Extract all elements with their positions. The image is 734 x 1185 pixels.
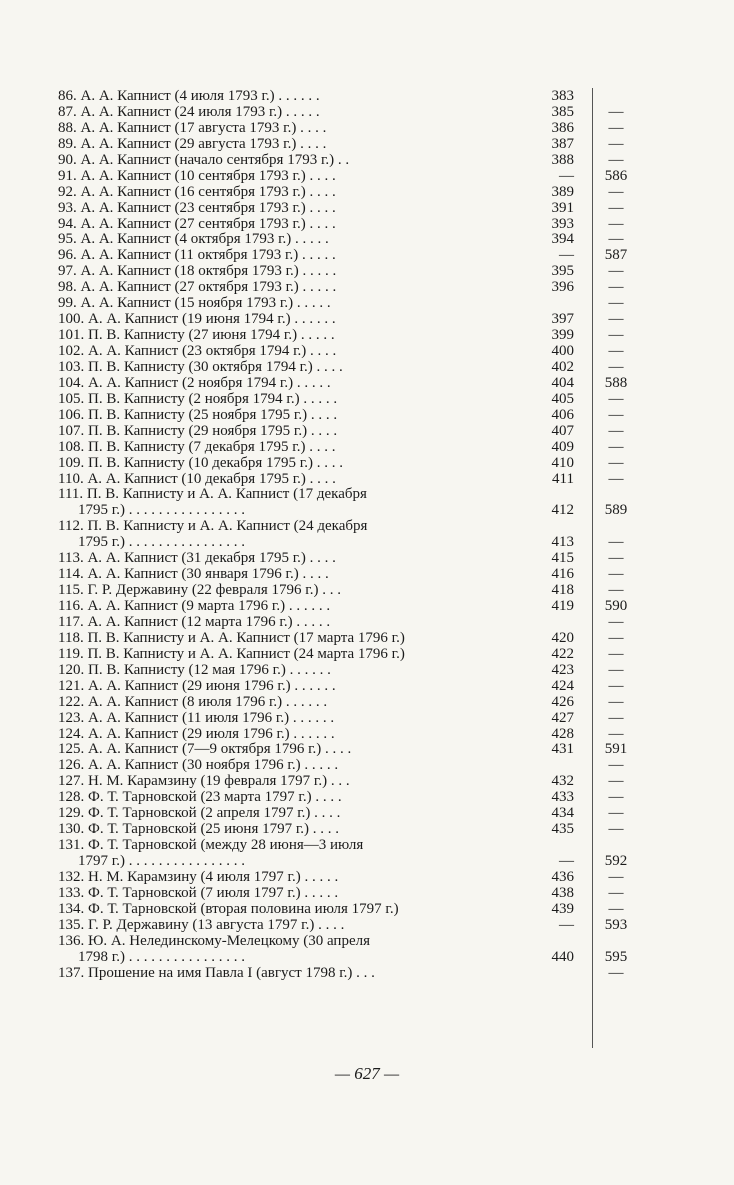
- toc-entry: [58, 104, 628, 120]
- entry-page-notes: —: [608, 470, 624, 487]
- entry-page-main: 399: [551, 327, 574, 344]
- toc-entry: [58, 965, 628, 981]
- toc-entry: [58, 359, 628, 375]
- entry-page-main: 418: [551, 582, 574, 599]
- entry-text: 125. А. А. Капнист (7—9 октября 1796 г.) . . . .: [58, 741, 352, 758]
- entry-text: 118. П. В. Капнисту и А. А. Капнист (17 марта 1796 г.): [58, 629, 405, 646]
- toc-entry: [58, 614, 628, 630]
- entry-page-notes: —: [608, 566, 624, 583]
- entry-page-main: 420: [551, 629, 574, 646]
- entry-page-notes: —: [608, 231, 624, 248]
- entry-page-main: 395: [551, 263, 574, 280]
- entry-page-main: —: [559, 916, 574, 933]
- entry-page-notes: 591: [604, 741, 628, 758]
- entry-page-main: 404: [551, 374, 574, 391]
- toc-entry: [58, 710, 628, 726]
- entry-text: 110. А. А. Капнист (10 декабря 1795 г.) . . . .: [58, 470, 336, 487]
- entry-text: 109. П. В. Капнисту (10 декабря 1795 г.) . . . .: [58, 454, 343, 471]
- entry-text: 136. Ю. А. Нелединскому-Мелецкому (30 апреля: [58, 932, 370, 949]
- toc-entry: [58, 247, 628, 263]
- entry-page-main: —: [559, 247, 574, 264]
- entry-page-notes: —: [608, 789, 624, 806]
- entry-page-main: 413: [551, 534, 574, 551]
- entry-text: 1795 г.) . . . . . . . . . . . . . . . .: [78, 502, 245, 519]
- entry-page-notes: 593: [604, 916, 628, 933]
- entry-text: 100. А. А. Капнист (19 июня 1794 г.) . . . . . .: [58, 311, 336, 328]
- entry-text: 1795 г.) . . . . . . . . . . . . . . . .: [78, 534, 245, 551]
- column-divider: [592, 88, 593, 1048]
- entry-text: 90. А. А. Капнист (начало сентября 1793 г.) . .: [58, 151, 350, 168]
- entry-text: 126. А. А. Капнист (30 ноября 1796 г.) . . . . .: [58, 757, 339, 774]
- toc-entry: [58, 263, 628, 279]
- toc-entry: [58, 917, 628, 933]
- toc-entry: [58, 407, 628, 423]
- toc-entry: [58, 933, 628, 949]
- entry-text: 103. П. В. Капнисту (30 октября 1794 г.) . . . .: [58, 358, 343, 375]
- toc-entry: [58, 168, 628, 184]
- toc-entry: [58, 821, 628, 837]
- entry-page-main: 415: [551, 550, 574, 567]
- toc-entry: [58, 502, 628, 518]
- entry-page-notes: —: [608, 534, 624, 551]
- toc-entry: [58, 231, 628, 247]
- entry-page-notes: —: [608, 454, 624, 471]
- entry-text: 112. П. В. Капнисту и А. А. Капнист (24 декабря: [58, 518, 368, 535]
- entry-page-main: 405: [551, 390, 574, 407]
- entry-page-main: 409: [551, 438, 574, 455]
- entry-text: 135. Г. Р. Державину (13 августа 1797 г.) . . . .: [58, 916, 345, 933]
- entry-page-notes: —: [608, 868, 624, 885]
- toc-entry: [58, 773, 628, 789]
- entry-page-notes: 588: [604, 374, 628, 391]
- entry-page-notes: —: [608, 358, 624, 375]
- entry-text: 101. П. В. Капнисту (27 июня 1794 г.) . . . . .: [58, 327, 335, 344]
- entry-page-main: 436: [551, 868, 574, 885]
- toc-entry: [58, 678, 628, 694]
- entry-page-main: 439: [551, 900, 574, 917]
- entry-page-main: 391: [551, 199, 574, 216]
- entry-text: 102. А. А. Капнист (23 октября 1794 г.) . . . .: [58, 343, 337, 359]
- entry-text: 105. П. В. Капнисту (2 ноября 1794 г.) . . . . .: [58, 390, 338, 407]
- toc-entry: [58, 949, 628, 965]
- toc-entry: [58, 327, 628, 343]
- entry-page-notes: —: [608, 279, 624, 296]
- toc-entry: [58, 598, 628, 614]
- entry-page-main: 387: [551, 135, 574, 152]
- entry-page-notes: 587: [604, 247, 628, 264]
- entry-page-main: 431: [551, 741, 574, 758]
- toc-entry: [58, 455, 628, 471]
- entry-page-notes: —: [608, 263, 624, 280]
- entry-page-notes: 586: [604, 167, 628, 184]
- entry-page-main: 385: [551, 103, 574, 120]
- entry-text: 131. Ф. Т. Тарновской (между 28 июня—3 июля: [58, 837, 364, 854]
- entry-text: 129. Ф. Т. Тарновской (2 апреля 1797 г.) . . . .: [58, 805, 341, 822]
- entry-page-notes: 595: [604, 948, 628, 965]
- toc-entry: [58, 757, 628, 773]
- entry-page-main: 432: [551, 773, 574, 790]
- entry-page-main: 440: [551, 948, 574, 965]
- entry-text: 120. П. В. Капнисту (12 мая 1796 г.) . . . . . .: [58, 661, 331, 678]
- toc-entry: [58, 630, 628, 646]
- entry-text: 130. Ф. Т. Тарновской (25 июня 1797 г.) . . . .: [58, 821, 340, 838]
- toc-entry: [58, 152, 628, 168]
- toc-entry: [58, 471, 628, 487]
- entry-page-notes: —: [608, 582, 624, 599]
- entry-text: 93. А. А. Капнист (23 сентября 1793 г.) . . . .: [58, 199, 336, 216]
- entry-text: 115. Г. Р. Державину (22 февраля 1796 г.) . . .: [58, 582, 341, 599]
- entry-page-notes: —: [608, 390, 624, 407]
- entry-text: 122. А. А. Капнист (8 июля 1796 г.) . . . . . .: [58, 693, 328, 710]
- entry-page-notes: —: [608, 629, 624, 646]
- entry-page-main: 411: [552, 470, 574, 487]
- toc-entry: [58, 741, 628, 757]
- toc-entry: [58, 853, 628, 869]
- entry-page-notes: —: [608, 964, 624, 981]
- entry-text: 1797 г.) . . . . . . . . . . . . . . . .: [78, 853, 245, 869]
- entry-page-notes: —: [608, 645, 624, 662]
- toc-entry: [58, 200, 628, 216]
- entry-text: 132. Н. М. Карамзину (4 июля 1797 г.) . . . . .: [58, 868, 339, 885]
- toc-entry: [58, 837, 628, 853]
- entry-text: 121. А. А. Капнист (29 июня 1796 г.) . . . . . .: [58, 677, 336, 694]
- entry-page-main: 428: [551, 725, 574, 742]
- toc-entry: [58, 582, 628, 598]
- entry-text: 1798 г.) . . . . . . . . . . . . . . . .: [78, 948, 245, 965]
- entry-text: 123. А. А. Капнист (11 июля 1796 г.) . . . . . .: [58, 709, 335, 726]
- entry-text: 114. А. А. Капнист (30 января 1796 г.) . . . .: [58, 566, 329, 583]
- toc-entry: [58, 805, 628, 821]
- entry-page-notes: —: [608, 422, 624, 439]
- entry-text: 124. А. А. Капнист (29 июля 1796 г.) . . . . . .: [58, 725, 335, 742]
- entry-page-main: 389: [551, 183, 574, 200]
- entry-page-main: 433: [551, 789, 574, 806]
- entry-text: 106. П. В. Капнисту (25 ноября 1795 г.) . . . .: [58, 406, 338, 423]
- toc-entry: [58, 534, 628, 550]
- entry-page-main: —: [559, 167, 574, 184]
- entry-page-notes: —: [608, 215, 624, 232]
- entry-text: 95. А. А. Капнист (4 октября 1793 г.) . . . . .: [58, 231, 329, 248]
- toc-entry: [58, 566, 628, 582]
- entry-page-main: 394: [551, 231, 574, 248]
- entry-page-notes: —: [608, 406, 624, 423]
- entry-page-main: 383: [551, 88, 574, 104]
- toc-entry: [58, 343, 628, 359]
- toc-entry: [58, 136, 628, 152]
- entry-page-notes: —: [608, 438, 624, 455]
- toc-entry: [58, 88, 628, 104]
- entry-page-main: 397: [551, 311, 574, 328]
- entry-page-main: 416: [551, 566, 574, 583]
- entry-text: 113. А. А. Капнист (31 декабря 1795 г.) . . . .: [58, 550, 336, 567]
- toc-entry: [58, 518, 628, 534]
- entry-page-notes: —: [608, 343, 624, 359]
- entry-text: 98. А. А. Капнист (27 октября 1793 г.) . . . . .: [58, 279, 337, 296]
- toc-entry: [58, 184, 628, 200]
- entry-page-notes: —: [608, 821, 624, 838]
- entry-text: 96. А. А. Капнист (11 октября 1793 г.) . . . . .: [58, 247, 336, 264]
- entry-page-notes: —: [608, 693, 624, 710]
- entry-page-notes: —: [608, 550, 624, 567]
- entry-page-notes: —: [608, 884, 624, 901]
- toc-entry: [58, 375, 628, 391]
- entry-page-notes: —: [608, 327, 624, 344]
- entry-page-notes: —: [608, 199, 624, 216]
- entry-page-main: 423: [551, 661, 574, 678]
- entry-text: 88. А. А. Капнист (17 августа 1793 г.) . . . .: [58, 119, 327, 136]
- entry-page-main: 426: [551, 693, 574, 710]
- entry-page-main: 400: [551, 343, 574, 359]
- entry-text: 87. А. А. Капнист (24 июля 1793 г.) . . . . .: [58, 103, 320, 120]
- entry-page-notes: —: [608, 725, 624, 742]
- entry-page-main: 412: [551, 502, 574, 519]
- entry-page-notes: —: [608, 135, 624, 152]
- entry-page-main: 406: [551, 406, 574, 423]
- page-number: — 627 —: [334, 1064, 400, 1083]
- toc-entry: [58, 311, 628, 327]
- toc-entry: [58, 279, 628, 295]
- entry-text: 107. П. В. Капнисту (29 ноября 1795 г.) . . . .: [58, 422, 338, 439]
- entry-page-notes: —: [608, 295, 624, 312]
- entry-page-notes: —: [608, 613, 624, 630]
- entry-page-notes: 592: [604, 853, 628, 869]
- entry-page-notes: —: [608, 119, 624, 136]
- entry-text: 91. А. А. Капнист (10 сентября 1793 г.) . . . .: [58, 167, 336, 184]
- toc-entry: [58, 295, 628, 311]
- entry-text: 104. А. А. Капнист (2 ноября 1794 г.) . . . . .: [58, 374, 331, 391]
- toc-entry: [58, 216, 628, 232]
- entry-page-main: 424: [551, 677, 574, 694]
- toc-entry: [58, 869, 628, 885]
- toc-entry: [58, 662, 628, 678]
- entry-page-notes: —: [608, 677, 624, 694]
- entry-text: 127. Н. М. Карамзину (19 февраля 1797 г.) . . .: [58, 773, 350, 790]
- toc-entry: [58, 646, 628, 662]
- toc-entry: [58, 550, 628, 566]
- entry-page-notes: 590: [604, 598, 628, 614]
- entry-page-notes: —: [608, 773, 624, 790]
- entry-page-main: 435: [551, 821, 574, 838]
- toc-entry: [58, 439, 628, 455]
- entry-text: 137. Прошение на имя Павла I (август 1798 г.) . . .: [58, 964, 375, 981]
- entry-page-main: 419: [551, 598, 574, 614]
- entry-page-main: —: [559, 853, 574, 869]
- toc-entry: [58, 901, 628, 917]
- table-of-contents: [58, 88, 628, 981]
- entry-page-main: 434: [551, 805, 574, 822]
- entry-page-notes: —: [608, 805, 624, 822]
- entry-page-main: 396: [551, 279, 574, 296]
- entry-page-main: 427: [551, 709, 574, 726]
- entry-page-notes: 589: [604, 502, 628, 519]
- entry-text: 119. П. В. Капнисту и А. А. Капнист (24 марта 1796 г.): [58, 645, 405, 662]
- entry-text: 108. П. В. Капнисту (7 декабря 1795 г.) . . . .: [58, 438, 336, 455]
- entry-page-main: 386: [551, 119, 574, 136]
- entry-page-notes: —: [608, 151, 624, 168]
- toc-entry: [58, 391, 628, 407]
- entry-text: 128. Ф. Т. Тарновской (23 марта 1797 г.) . . . .: [58, 789, 342, 806]
- entry-page-notes: —: [608, 900, 624, 917]
- entry-page-main: 422: [551, 645, 574, 662]
- toc-entry: [58, 789, 628, 805]
- entry-page-main: 402: [551, 358, 574, 375]
- entry-page-main: 438: [551, 884, 574, 901]
- entry-page-notes: —: [608, 311, 624, 328]
- entry-text: 92. А. А. Капнист (16 сентября 1793 г.) . . . .: [58, 183, 336, 200]
- toc-entry: [58, 486, 628, 502]
- entry-text: 89. А. А. Капнист (29 августа 1793 г.) . . . .: [58, 135, 327, 152]
- toc-entry: [58, 885, 628, 901]
- entry-text: 116. А. А. Капнист (9 марта 1796 г.) . . . . . .: [58, 598, 331, 614]
- toc-entry: [58, 694, 628, 710]
- entry-text: 133. Ф. Т. Тарновской (7 июля 1797 г.) . . . . .: [58, 884, 339, 901]
- entry-page-main: 407: [551, 422, 574, 439]
- entry-text: 117. А. А. Капнист (12 марта 1796 г.) . . . . .: [58, 613, 331, 630]
- entry-text: 94. А. А. Капнист (27 сентября 1793 г.) . . . .: [58, 215, 336, 232]
- entry-page-notes: —: [608, 103, 624, 120]
- entry-page-notes: —: [608, 661, 624, 678]
- entry-text: 99. А. А. Капнист (15 ноября 1793 г.) . . . . .: [58, 295, 331, 312]
- entry-page-notes: —: [608, 709, 624, 726]
- entry-text: 97. А. А. Капнист (18 октября 1793 г.) . . . . .: [58, 263, 337, 280]
- entry-text: 134. Ф. Т. Тарновской (вторая половина июля 1797 г.): [58, 900, 399, 917]
- entry-page-main: 388: [551, 151, 574, 168]
- entry-page-main: 393: [551, 215, 574, 232]
- toc-entry: [58, 120, 628, 136]
- entry-text: 86. А. А. Капнист (4 июля 1793 г.) . . . . . .: [58, 88, 320, 104]
- entry-page-notes: —: [608, 183, 624, 200]
- entry-text: 111. П. В. Капнисту и А. А. Капнист (17 декабря: [58, 486, 367, 503]
- entry-page-main: 410: [551, 454, 574, 471]
- entry-page-notes: —: [608, 757, 624, 774]
- toc-entry: [58, 726, 628, 742]
- toc-entry: [58, 423, 628, 439]
